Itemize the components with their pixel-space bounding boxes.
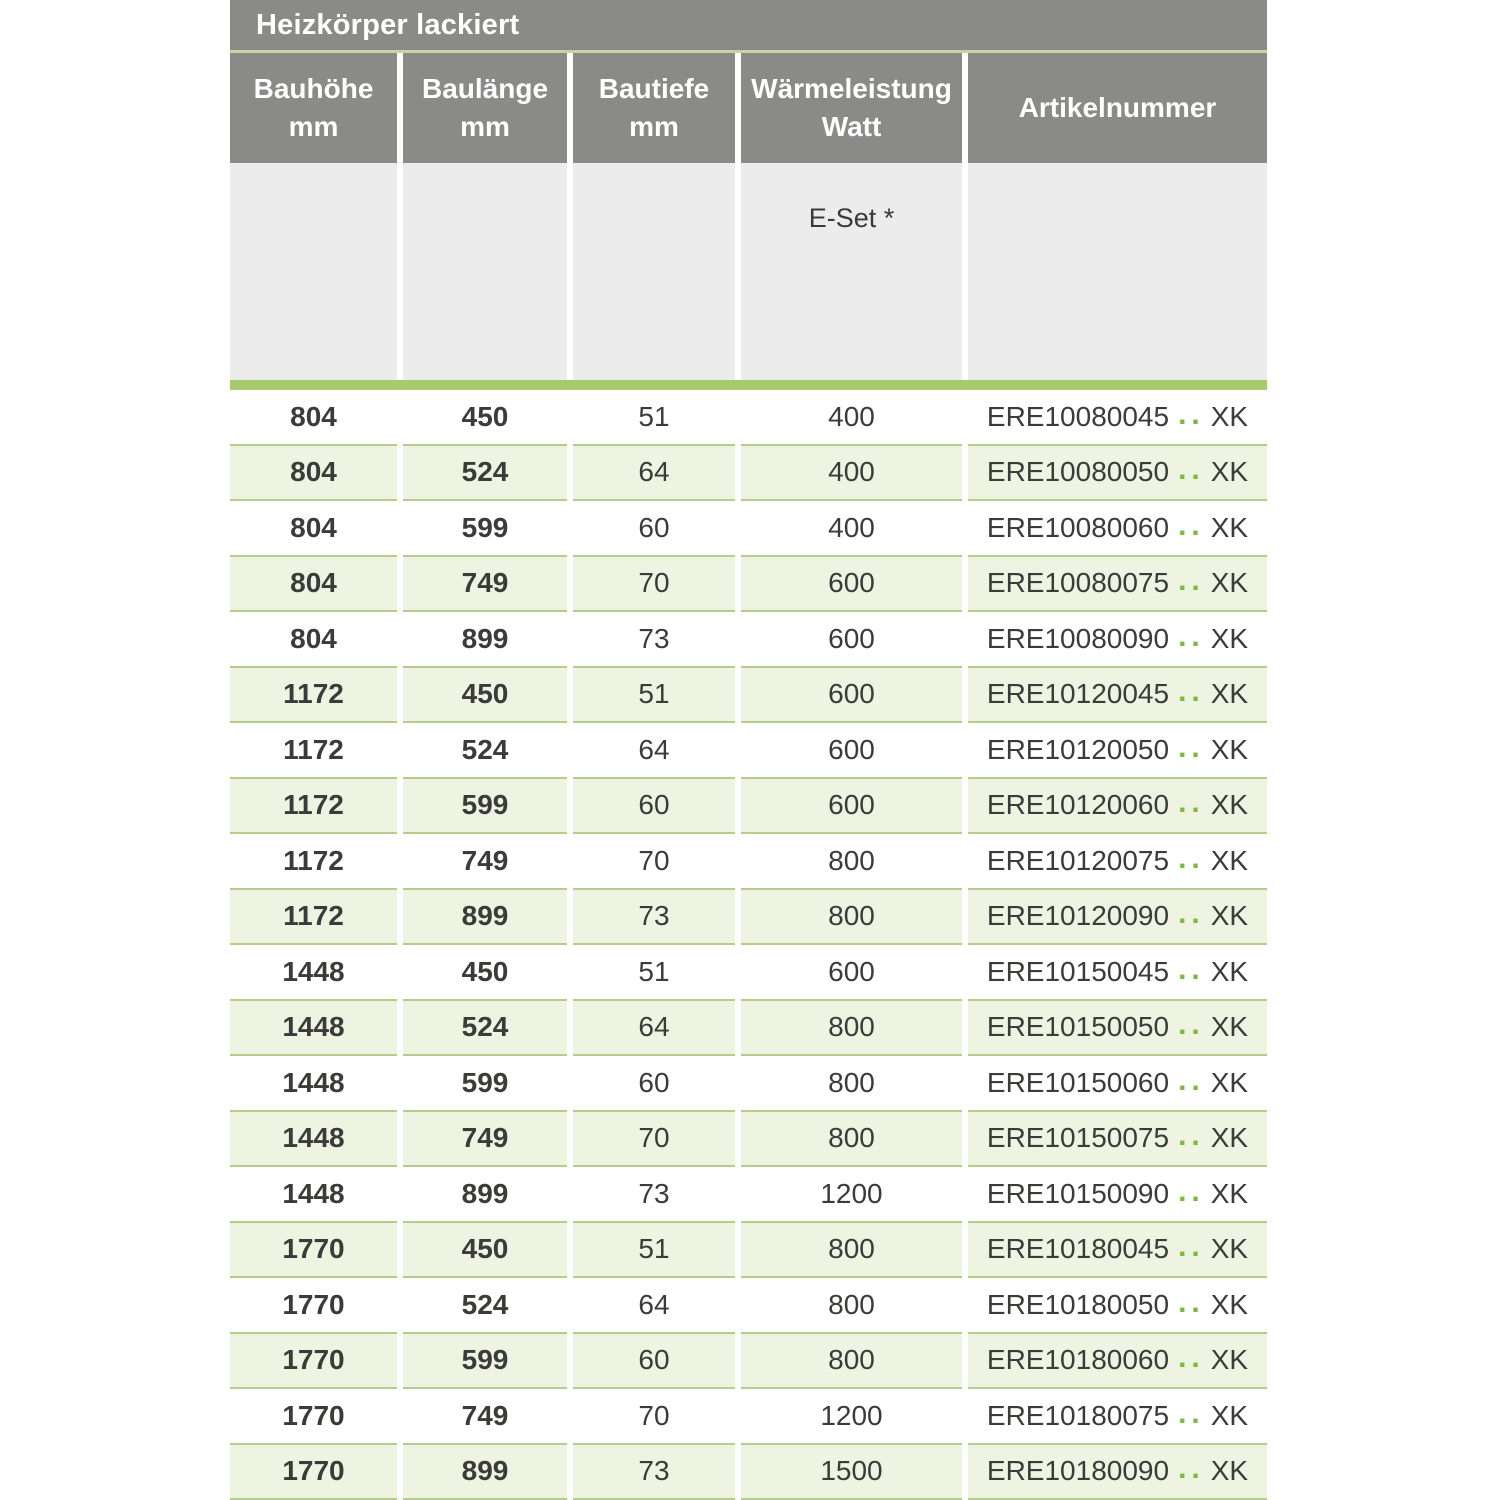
cell-artikelnummer	[968, 1167, 1267, 1223]
cell-bauhoehe: 1172	[230, 779, 397, 835]
cell-baulaenge: 899	[403, 1167, 567, 1223]
cell-bautiefe: 64	[573, 446, 735, 502]
cell-artikelnummer	[968, 945, 1267, 1001]
cell-waermeleistung: 800	[741, 1001, 962, 1057]
cell-waermeleistung: 400	[741, 390, 962, 446]
cell-waermeleistung: 600	[741, 557, 962, 613]
artikelnummer-placeholder-dots: ..	[1178, 397, 1205, 431]
cell-waermeleistung: 400	[741, 446, 962, 502]
table-row	[230, 1001, 1267, 1057]
artikelnummer-placeholder-dots: ..	[1178, 1063, 1205, 1097]
cell-baulaenge: 899	[403, 1445, 567, 1500]
artikelnummer-base: ERE10150060	[986, 1066, 1170, 1098]
artikelnummer-suffix: XK	[1210, 400, 1249, 432]
table-row	[230, 1389, 1267, 1445]
cell-bautiefe: 73	[573, 890, 735, 946]
cell-artikelnummer	[968, 668, 1267, 724]
cell-artikelnummer	[968, 390, 1267, 446]
cell-bauhoehe: 804	[230, 612, 397, 668]
cell-artikelnummer	[968, 557, 1267, 613]
cell-bautiefe: 73	[573, 1167, 735, 1223]
cell-bauhoehe: 1172	[230, 668, 397, 724]
cell-artikelnummer	[968, 723, 1267, 779]
column-header-waermeleistung	[741, 53, 962, 163]
table-row	[230, 390, 1267, 446]
artikelnummer-base: ERE10180045	[986, 1233, 1170, 1265]
cell-bauhoehe: 804	[230, 446, 397, 502]
cell-waermeleistung: 600	[741, 612, 962, 668]
cell-artikelnummer	[968, 1056, 1267, 1112]
cell-bauhoehe: 1172	[230, 890, 397, 946]
cell-bautiefe: 70	[573, 557, 735, 613]
header-row	[230, 53, 1267, 163]
artikelnummer-base: ERE10180060	[986, 1344, 1170, 1376]
artikelnummer-suffix: XK	[1210, 1399, 1249, 1431]
cell-bauhoehe: 1448	[230, 1167, 397, 1223]
column-header-unit: mm	[629, 111, 679, 142]
column-header-label: Baulänge	[421, 73, 549, 105]
artikelnummer-suffix: XK	[1210, 456, 1249, 488]
artikelnummer-base: ERE10080090	[986, 622, 1170, 654]
artikelnummer-base: ERE10120060	[986, 789, 1170, 821]
cell-bauhoehe: 804	[230, 501, 397, 557]
cell-baulaenge: 450	[403, 390, 567, 446]
column-header-bautiefe	[573, 53, 735, 163]
table-body	[230, 390, 1267, 1500]
artikelnummer-base: ERE10120045	[986, 678, 1170, 710]
cell-baulaenge: 899	[403, 890, 567, 946]
cell-bautiefe: 64	[573, 723, 735, 779]
table-row	[230, 1056, 1267, 1112]
cell-bautiefe: 73	[573, 612, 735, 668]
artikelnummer-suffix: XK	[1210, 955, 1249, 987]
column-header-bauhoehe	[230, 53, 397, 163]
subheader-row	[230, 163, 1267, 380]
cell-bautiefe: 64	[573, 1001, 735, 1057]
cell-bauhoehe: 1770	[230, 1278, 397, 1334]
table-row	[230, 1223, 1267, 1279]
cell-waermeleistung: 1200	[741, 1167, 962, 1223]
cell-artikelnummer	[968, 1334, 1267, 1390]
artikelnummer-suffix: XK	[1210, 1177, 1249, 1209]
cell-baulaenge: 749	[403, 834, 567, 890]
artikelnummer-suffix: XK	[1210, 567, 1249, 599]
artikelnummer-suffix: XK	[1210, 1011, 1249, 1043]
artikelnummer-placeholder-dots: ..	[1178, 952, 1205, 986]
table-row	[230, 779, 1267, 835]
cell-bauhoehe: 1770	[230, 1334, 397, 1390]
artikelnummer-placeholder-dots: ..	[1178, 453, 1205, 487]
artikelnummer-base: ERE10150050	[986, 1011, 1170, 1043]
cell-waermeleistung: 1500	[741, 1445, 962, 1500]
cell-bautiefe: 60	[573, 779, 735, 835]
table-row	[230, 834, 1267, 890]
cell-bautiefe: 70	[573, 1389, 735, 1445]
header-divider-bar	[230, 380, 1267, 390]
artikelnummer-base: ERE10120075	[986, 844, 1170, 876]
cell-waermeleistung: 800	[741, 834, 962, 890]
cell-baulaenge: 524	[403, 1278, 567, 1334]
artikelnummer-placeholder-dots: ..	[1178, 841, 1205, 875]
artikelnummer-suffix: XK	[1210, 1122, 1249, 1154]
cell-bauhoehe: 804	[230, 390, 397, 446]
artikelnummer-base: ERE10080075	[986, 567, 1170, 599]
cell-bauhoehe: 804	[230, 557, 397, 613]
cell-bautiefe: 51	[573, 390, 735, 446]
artikelnummer-base: ERE10120090	[986, 900, 1170, 932]
table-row	[230, 723, 1267, 779]
cell-bauhoehe: 1172	[230, 834, 397, 890]
table-row	[230, 1445, 1267, 1500]
artikelnummer-base: ERE10180075	[986, 1399, 1170, 1431]
artikelnummer-suffix: XK	[1210, 1233, 1249, 1265]
artikelnummer-placeholder-dots: ..	[1178, 897, 1205, 931]
cell-baulaenge: 599	[403, 1334, 567, 1390]
table-row	[230, 1167, 1267, 1223]
artikelnummer-suffix: XK	[1210, 1288, 1249, 1320]
artikelnummer-suffix: XK	[1210, 622, 1249, 654]
cell-bauhoehe: 1448	[230, 1001, 397, 1057]
cell-waermeleistung: 800	[741, 1278, 962, 1334]
artikelnummer-suffix: XK	[1210, 511, 1249, 543]
table-row	[230, 890, 1267, 946]
table-row	[230, 1112, 1267, 1168]
cell-waermeleistung: 800	[741, 1112, 962, 1168]
cell-bauhoehe: 1448	[230, 1112, 397, 1168]
table-row	[230, 501, 1267, 557]
artikelnummer-base: ERE10180050	[986, 1288, 1170, 1320]
subheader-cell-bauhoehe	[230, 163, 397, 380]
table-row	[230, 945, 1267, 1001]
column-header-label: Bauhöhe	[253, 73, 374, 105]
cell-artikelnummer	[968, 1223, 1267, 1279]
artikelnummer-placeholder-dots: ..	[1178, 1119, 1205, 1153]
artikelnummer-suffix: XK	[1210, 733, 1249, 765]
cell-waermeleistung: 600	[741, 945, 962, 1001]
artikelnummer-base: ERE10150045	[986, 955, 1170, 987]
artikelnummer-suffix: XK	[1210, 678, 1249, 710]
cell-bauhoehe: 1770	[230, 1445, 397, 1500]
cell-artikelnummer	[968, 612, 1267, 668]
artikelnummer-placeholder-dots: ..	[1178, 1452, 1205, 1486]
table-row	[230, 446, 1267, 502]
artikelnummer-base: ERE10080045	[986, 400, 1170, 432]
column-header-artikelnummer	[968, 53, 1267, 163]
cell-artikelnummer	[968, 1445, 1267, 1500]
artikelnummer-placeholder-dots: ..	[1178, 786, 1205, 820]
cell-baulaenge: 450	[403, 668, 567, 724]
artikelnummer-placeholder-dots: ..	[1178, 1396, 1205, 1430]
cell-bautiefe: 70	[573, 1112, 735, 1168]
cell-baulaenge: 749	[403, 1112, 567, 1168]
artikelnummer-suffix: XK	[1210, 1344, 1249, 1376]
cell-bautiefe: 51	[573, 945, 735, 1001]
cell-bautiefe: 64	[573, 1278, 735, 1334]
cell-artikelnummer	[968, 1389, 1267, 1445]
artikelnummer-placeholder-dots: ..	[1178, 675, 1205, 709]
table-row	[230, 612, 1267, 668]
cell-baulaenge: 899	[403, 612, 567, 668]
artikelnummer-placeholder-dots: ..	[1178, 1008, 1205, 1042]
cell-bautiefe: 51	[573, 668, 735, 724]
column-header-unit: mm	[460, 111, 510, 142]
artikelnummer-placeholder-dots: ..	[1178, 619, 1205, 653]
cell-bauhoehe: 1770	[230, 1389, 397, 1445]
cell-bauhoehe: 1172	[230, 723, 397, 779]
column-header-label: Wärmeleistung	[751, 73, 952, 105]
cell-waermeleistung: 800	[741, 890, 962, 946]
artikelnummer-base: ERE10150075	[986, 1122, 1170, 1154]
cell-baulaenge: 599	[403, 501, 567, 557]
cell-waermeleistung: 400	[741, 501, 962, 557]
artikelnummer-base: ERE10080060	[986, 511, 1170, 543]
artikelnummer-suffix: XK	[1210, 900, 1249, 932]
artikelnummer-suffix: XK	[1210, 789, 1249, 821]
cell-baulaenge: 749	[403, 1389, 567, 1445]
table-row	[230, 1334, 1267, 1390]
product-table	[230, 0, 1267, 1500]
cell-baulaenge: 524	[403, 1001, 567, 1057]
cell-waermeleistung: 600	[741, 779, 962, 835]
cell-artikelnummer	[968, 779, 1267, 835]
artikelnummer-suffix: XK	[1210, 1066, 1249, 1098]
column-header-baulaenge	[403, 53, 567, 163]
cell-bautiefe: 73	[573, 1445, 735, 1500]
artikelnummer-placeholder-dots: ..	[1178, 1341, 1205, 1375]
cell-baulaenge: 599	[403, 779, 567, 835]
artikelnummer-placeholder-dots: ..	[1178, 1230, 1205, 1264]
table-row	[230, 557, 1267, 613]
cell-bauhoehe: 1448	[230, 1056, 397, 1112]
cell-waermeleistung: 800	[741, 1334, 962, 1390]
table-title-bar	[230, 0, 1267, 50]
cell-waermeleistung: 600	[741, 668, 962, 724]
artikelnummer-base: ERE10080050	[986, 456, 1170, 488]
cell-waermeleistung: 800	[741, 1223, 962, 1279]
cell-waermeleistung: 600	[741, 723, 962, 779]
cell-waermeleistung: 1200	[741, 1389, 962, 1445]
cell-waermeleistung: 800	[741, 1056, 962, 1112]
column-header-unit: Watt	[821, 111, 882, 142]
artikelnummer-placeholder-dots: ..	[1178, 508, 1205, 542]
artikelnummer-placeholder-dots: ..	[1178, 1285, 1205, 1319]
table-row	[230, 1278, 1267, 1334]
column-header-label: Bautiefe	[598, 73, 710, 105]
cell-bautiefe: 60	[573, 501, 735, 557]
cell-bautiefe: 60	[573, 1056, 735, 1112]
eset-label: E-Set *	[808, 203, 895, 233]
table-title: Heizkörper lackiert	[256, 8, 520, 41]
subheader-cell-baulaenge	[403, 163, 567, 380]
cell-bautiefe: 51	[573, 1223, 735, 1279]
cell-baulaenge: 599	[403, 1056, 567, 1112]
cell-bauhoehe: 1770	[230, 1223, 397, 1279]
cell-baulaenge: 524	[403, 446, 567, 502]
column-header-label: Artikelnummer	[1018, 92, 1217, 124]
cell-artikelnummer	[968, 1112, 1267, 1168]
artikelnummer-placeholder-dots: ..	[1178, 564, 1205, 598]
column-header-unit: mm	[288, 111, 339, 142]
cell-artikelnummer	[968, 1278, 1267, 1334]
cell-bautiefe: 60	[573, 1334, 735, 1390]
artikelnummer-base: ERE10120050	[986, 733, 1170, 765]
subheader-cell-bautiefe	[573, 163, 735, 380]
cell-bautiefe: 70	[573, 834, 735, 890]
cell-baulaenge: 749	[403, 557, 567, 613]
artikelnummer-placeholder-dots: ..	[1178, 730, 1205, 764]
cell-baulaenge: 450	[403, 1223, 567, 1279]
cell-artikelnummer	[968, 501, 1267, 557]
artikelnummer-suffix: XK	[1210, 844, 1249, 876]
table-row	[230, 668, 1267, 724]
cell-artikelnummer	[968, 834, 1267, 890]
artikelnummer-suffix: XK	[1210, 1455, 1249, 1487]
subheader-cell-eset	[741, 163, 962, 380]
artikelnummer-base: ERE10150090	[986, 1177, 1170, 1209]
subheader-cell-artikelnummer	[968, 163, 1267, 380]
cell-artikelnummer	[968, 890, 1267, 946]
cell-baulaenge: 450	[403, 945, 567, 1001]
cell-artikelnummer	[968, 446, 1267, 502]
cell-bauhoehe: 1448	[230, 945, 397, 1001]
cell-artikelnummer	[968, 1001, 1267, 1057]
cell-baulaenge: 524	[403, 723, 567, 779]
artikelnummer-placeholder-dots: ..	[1178, 1174, 1205, 1208]
artikelnummer-base: ERE10180090	[986, 1455, 1170, 1487]
